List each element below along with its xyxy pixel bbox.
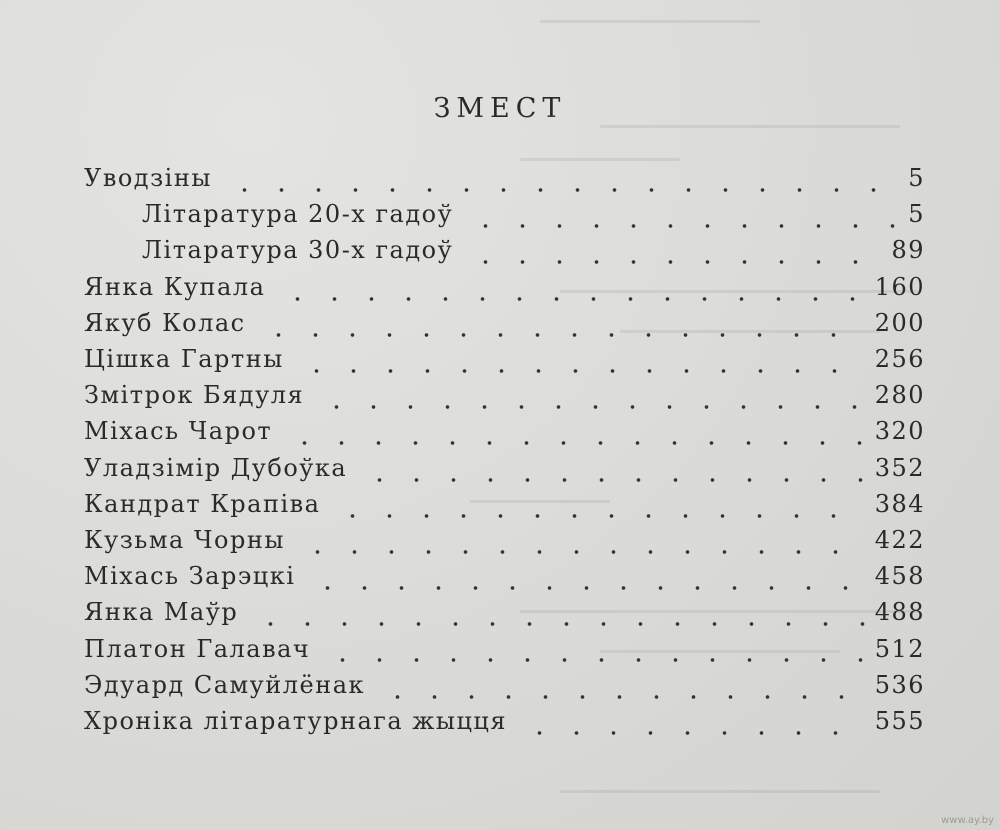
- dot-leader: [361, 450, 865, 486]
- toc-row: [0, 667, 1000, 703]
- toc-entry-title: Міхась Зарэцкі: [84, 562, 296, 591]
- toc-entry-title: Якуб Колас: [84, 308, 246, 337]
- dot-leader: [252, 594, 865, 630]
- toc-page-number: 200: [874, 308, 925, 337]
- toc-page-number: 89: [891, 236, 925, 265]
- toc-entry-title: Платон Галавач: [84, 634, 311, 663]
- toc-page-number: 384: [874, 489, 925, 518]
- dot-leader: [260, 305, 865, 341]
- toc-entry-title: Кандрат Крапіва: [84, 489, 321, 518]
- toc-row: [0, 377, 1000, 413]
- watermark: www.ay.by: [941, 815, 994, 826]
- dot-leader: [324, 630, 865, 666]
- toc-entry-title: Літаратура 30-х гадоў: [142, 236, 454, 265]
- toc-page-number: 256: [874, 345, 925, 374]
- table-of-contents: [0, 160, 1000, 739]
- toc-row: [0, 486, 1000, 522]
- toc-entry-title: Цішка Гартны: [84, 345, 284, 374]
- toc-row: [0, 232, 1000, 268]
- toc-entry-title: Янка Маўр: [84, 598, 239, 627]
- toc-entry-title: Янка Купала: [84, 272, 266, 301]
- toc-entry-title: Уводзіны: [84, 164, 212, 193]
- toc-page-number: 320: [874, 417, 925, 446]
- toc-entry-title: Уладзімір Дубоўка: [84, 453, 348, 482]
- toc-page-number: 160: [874, 272, 925, 301]
- dot-leader: [299, 522, 865, 558]
- dot-leader: [318, 377, 865, 413]
- toc-row: [0, 413, 1000, 449]
- toc-entry-title: Літаратура 20-х гадоў: [142, 200, 454, 229]
- toc-row: [0, 558, 1000, 594]
- toc-entry-title: Кузьма Чорны: [84, 525, 285, 554]
- toc-row: [0, 341, 1000, 377]
- dot-leader: [379, 667, 865, 703]
- toc-entry-title: Міхась Чарот: [84, 417, 273, 446]
- dot-leader: [521, 703, 865, 739]
- toc-row: [0, 450, 1000, 486]
- toc-entry-title: Эдуард Самуйлёнак: [84, 670, 366, 699]
- toc-row: [0, 594, 1000, 630]
- toc-page-number: 422: [874, 525, 925, 554]
- toc-row: [0, 630, 1000, 666]
- toc-page-number: 488: [874, 598, 925, 627]
- toc-page-number: 5: [908, 164, 925, 193]
- toc-row: [0, 269, 1000, 305]
- dot-leader: [467, 232, 881, 268]
- toc-page-number: 280: [874, 381, 925, 410]
- toc-page-number: 555: [874, 706, 925, 735]
- dot-leader: [298, 341, 865, 377]
- toc-entry-title: Змітрок Бядуля: [84, 381, 305, 410]
- dot-leader: [226, 160, 898, 196]
- toc-page-number: 536: [874, 670, 925, 699]
- toc-row: [0, 305, 1000, 341]
- toc-page-number: 352: [874, 453, 925, 482]
- toc-page-number: 458: [874, 562, 925, 591]
- toc-row: [0, 196, 1000, 232]
- page-title: ЗМЕСТ: [433, 93, 567, 124]
- toc-row: [0, 522, 1000, 558]
- dot-leader: [467, 196, 898, 232]
- toc-page-number: 512: [874, 634, 925, 663]
- dot-leader: [334, 486, 865, 522]
- dot-leader: [309, 558, 865, 594]
- toc-page-number: 5: [908, 200, 925, 229]
- toc-row: [0, 703, 1000, 739]
- dot-leader: [279, 269, 865, 305]
- toc-entry-title: Хроніка літаратурнага жыцця: [84, 706, 507, 735]
- dot-leader: [286, 413, 865, 449]
- toc-row: [0, 160, 1000, 196]
